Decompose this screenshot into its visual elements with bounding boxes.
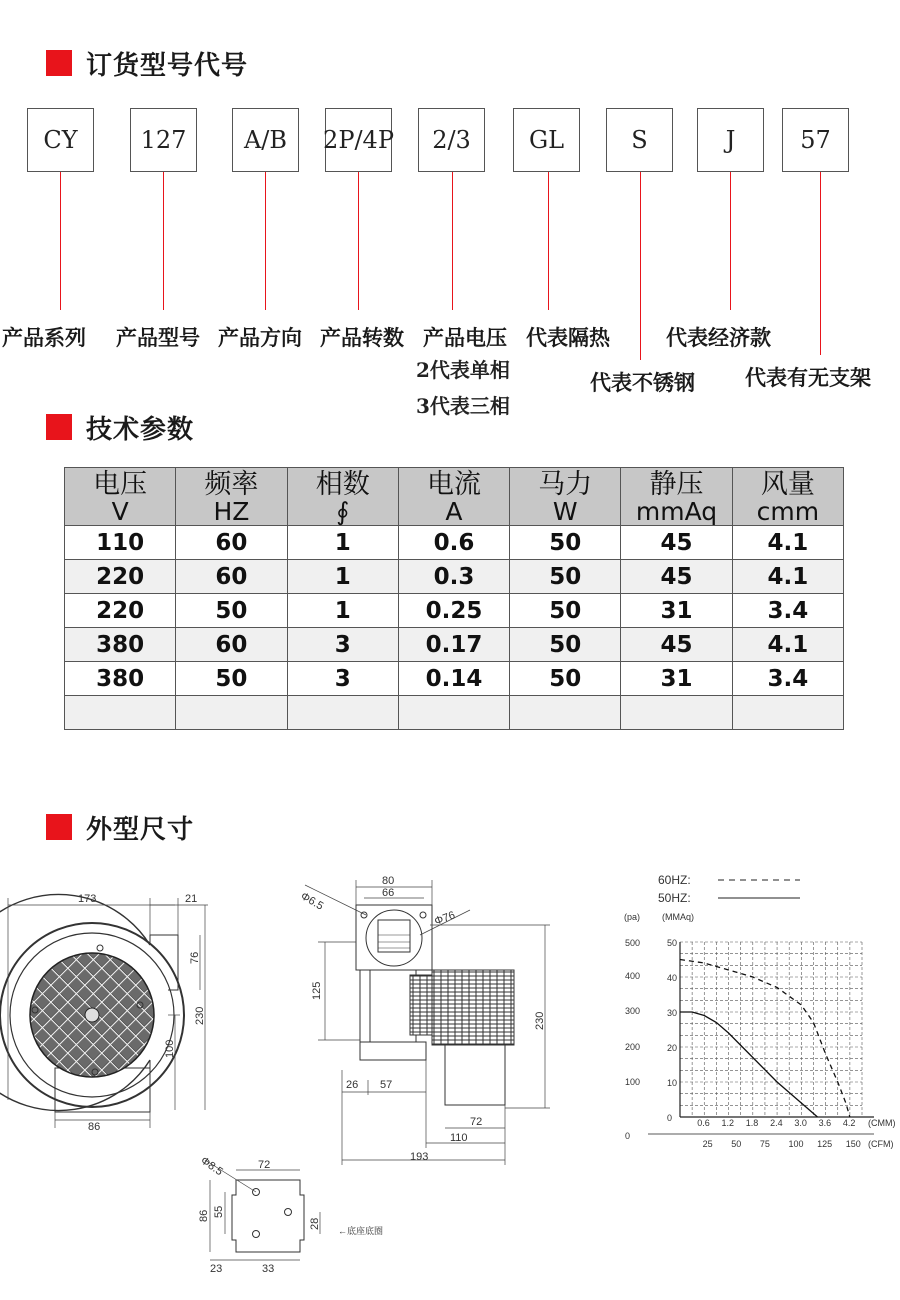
table-cell: 50 xyxy=(510,628,621,662)
table-row xyxy=(65,628,844,662)
side-view-drawing xyxy=(299,875,551,1165)
header-name: 频率 xyxy=(204,469,259,500)
mmaq-unit: (MMAq) xyxy=(662,912,694,922)
dim-72-base: 72 xyxy=(258,1159,271,1171)
table-cell xyxy=(398,696,509,730)
header-unit: A xyxy=(445,497,463,526)
table-cell: 31 xyxy=(621,594,732,628)
table-cell: 45 xyxy=(621,628,732,662)
table-cell: 0.3 xyxy=(398,560,509,594)
code-box: S xyxy=(606,108,673,172)
dim-100: 100 xyxy=(164,1039,176,1058)
cmm-tick: 4.2 xyxy=(842,1118,856,1128)
code-connector-line xyxy=(640,172,641,360)
performance-chart xyxy=(624,873,896,1149)
cmm-tick: 1.2 xyxy=(721,1118,735,1128)
table-cell xyxy=(287,696,398,730)
table-cell: 0.17 xyxy=(398,628,509,662)
pa-tick: 100 xyxy=(625,1077,641,1087)
dim-23: 23 xyxy=(210,1263,223,1275)
header-name: 马力 xyxy=(538,469,593,500)
table-cell: 220 xyxy=(65,560,176,594)
code-box: GL xyxy=(513,108,580,172)
table-cell: 1 xyxy=(287,526,398,560)
code-connector-line xyxy=(820,172,821,355)
header-unit: ∮ xyxy=(336,497,350,526)
table-cell: 50 xyxy=(510,662,621,696)
table-cell: 60 xyxy=(176,628,287,662)
cmm-tick: 3.0 xyxy=(794,1118,807,1128)
code-box: 57 xyxy=(782,108,849,172)
cfm-tick: 125 xyxy=(817,1139,833,1149)
table-cell: 380 xyxy=(65,662,176,696)
spec-header-cell xyxy=(65,468,176,526)
table-cell xyxy=(732,696,843,730)
mmaq-tick: 10 xyxy=(667,1078,678,1088)
legend-label: 50HZ: xyxy=(658,891,691,905)
dim-28: 28 xyxy=(309,1217,321,1230)
spec-header-row xyxy=(65,468,844,526)
dim-phi76: Φ76 xyxy=(432,909,457,928)
header-name: 风量 xyxy=(760,469,815,500)
table-cell: 60 xyxy=(176,560,287,594)
spec-header-cell xyxy=(621,468,732,526)
code-connector-line xyxy=(452,172,453,310)
red-square-icon xyxy=(46,814,72,840)
cfm-tick: 75 xyxy=(759,1139,770,1149)
header-name: 相数 xyxy=(315,469,370,500)
dim-55: 55 xyxy=(213,1205,225,1218)
mmaq-tick: 40 xyxy=(667,973,678,983)
header-name: 电流 xyxy=(426,469,481,500)
cfm-tick: 25 xyxy=(702,1139,713,1149)
pa-tick: 300 xyxy=(625,1006,641,1016)
table-cell: 220 xyxy=(65,594,176,628)
table-cell xyxy=(176,696,287,730)
mmaq-tick: 20 xyxy=(667,1043,678,1053)
code-box: A/B xyxy=(232,108,299,172)
voltage-note-single: 2代表单相 xyxy=(416,358,510,382)
code-label: 代表不锈钢 xyxy=(590,370,695,395)
dim-86-base: 86 xyxy=(198,1209,210,1222)
dim-33: 33 xyxy=(262,1263,275,1275)
cmm-tick: 3.6 xyxy=(818,1118,832,1128)
table-row xyxy=(65,696,844,730)
base-view-drawing xyxy=(198,1155,383,1275)
spec-table xyxy=(64,467,844,730)
red-square-icon xyxy=(46,50,72,76)
table-cell: 50 xyxy=(510,594,621,628)
voltage-note-three: 3代表三相 xyxy=(416,394,510,418)
mmaq-tick: 0 xyxy=(667,1113,673,1123)
mmaq-tick: 30 xyxy=(667,1008,678,1018)
spec-header-cell xyxy=(176,468,287,526)
code-label: 产品型号 xyxy=(116,325,200,350)
table-cell: 0.25 xyxy=(398,594,509,628)
table-cell: 3 xyxy=(287,628,398,662)
dim-173: 173 xyxy=(78,893,97,905)
section-title-dimensions xyxy=(46,810,194,844)
pa-tick: 500 xyxy=(625,938,641,948)
dimension-drawings xyxy=(0,850,900,1280)
mmaq-tick: 50 xyxy=(667,938,678,948)
cfm-unit: (CFM) xyxy=(868,1139,894,1149)
table-cell: 3.4 xyxy=(732,662,843,696)
spec-header-cell xyxy=(287,468,398,526)
code-connector-line xyxy=(548,172,549,310)
table-cell: 50 xyxy=(510,560,621,594)
cfm-tick: 150 xyxy=(845,1139,861,1149)
front-view-drawing xyxy=(0,893,208,1133)
code-box: J xyxy=(697,108,764,172)
dim-76: 76 xyxy=(189,951,201,964)
pa-tick: 0 xyxy=(625,1131,631,1141)
table-row xyxy=(65,526,844,560)
table-cell xyxy=(510,696,621,730)
base-note: ←底座底圈 xyxy=(338,1226,384,1236)
series-line-50hz xyxy=(680,1012,818,1117)
code-label: 代表经济款 xyxy=(666,325,771,350)
code-connector-line xyxy=(60,172,61,310)
cfm-tick: 100 xyxy=(788,1139,804,1149)
table-cell: 0.14 xyxy=(398,662,509,696)
table-row xyxy=(65,594,844,628)
dim-phi65: Φ6.5 xyxy=(298,890,326,913)
pa-unit: (pa) xyxy=(624,912,641,922)
red-square-icon xyxy=(46,414,72,440)
legend-label: 60HZ: xyxy=(658,873,691,887)
table-cell: 31 xyxy=(621,662,732,696)
section-title-text: 订货型号代号 xyxy=(86,50,249,81)
header-name: 电压 xyxy=(93,469,148,500)
cmm-unit: (CMM) xyxy=(868,1118,896,1128)
dim-72-side: 72 xyxy=(470,1116,483,1128)
dim-26: 26 xyxy=(346,1079,359,1091)
cmm-tick: 0.6 xyxy=(697,1118,710,1128)
pa-tick: 400 xyxy=(625,971,641,981)
section-title-text: 技术参数 xyxy=(86,414,195,445)
header-unit: mmAq xyxy=(635,497,718,526)
dim-193: 193 xyxy=(410,1151,429,1163)
header-unit: V xyxy=(111,497,129,526)
dim-86: 86 xyxy=(88,1121,101,1133)
dim-230: 230 xyxy=(194,1006,206,1025)
code-box: 2/3 xyxy=(418,108,485,172)
code-label: 产品电压 xyxy=(423,325,507,350)
table-cell: 45 xyxy=(621,526,732,560)
dim-125: 125 xyxy=(311,981,323,1000)
code-connector-line xyxy=(265,172,266,310)
code-connector-line xyxy=(730,172,731,310)
table-row xyxy=(65,662,844,696)
header-unit: cmm xyxy=(756,497,820,526)
table-cell xyxy=(621,696,732,730)
dim-21: 21 xyxy=(185,893,198,905)
dim-230-side: 230 xyxy=(534,1011,546,1030)
code-box: 127 xyxy=(130,108,197,172)
table-cell: 110 xyxy=(65,526,176,560)
table-cell: 45 xyxy=(621,560,732,594)
table-cell: 4.1 xyxy=(732,628,843,662)
table-cell: 1 xyxy=(287,560,398,594)
header-unit: HZ xyxy=(213,497,250,526)
spec-header-cell xyxy=(732,468,843,526)
code-box: 2P/4P xyxy=(325,108,392,172)
dim-66: 66 xyxy=(382,887,395,899)
dim-phi85: Φ8.5 xyxy=(198,1154,225,1179)
dim-57: 57 xyxy=(380,1079,393,1091)
code-label: 产品方向 xyxy=(218,325,302,350)
code-label: 产品转数 xyxy=(320,325,404,350)
spec-header-cell xyxy=(398,468,509,526)
code-label: 代表有无支架 xyxy=(745,365,871,390)
table-cell: 50 xyxy=(510,526,621,560)
dim-80: 80 xyxy=(382,875,395,887)
table-cell xyxy=(65,696,176,730)
table-cell: 3.4 xyxy=(732,594,843,628)
table-cell: 380 xyxy=(65,628,176,662)
table-cell: 50 xyxy=(176,594,287,628)
cmm-tick: 1.8 xyxy=(745,1118,759,1128)
section-title-order-code xyxy=(46,46,248,80)
cfm-tick: 50 xyxy=(731,1139,742,1149)
code-connector-line xyxy=(358,172,359,310)
pa-tick: 200 xyxy=(625,1042,641,1052)
code-connector-line xyxy=(163,172,164,310)
section-title-tech-params xyxy=(46,410,194,444)
table-cell: 3 xyxy=(287,662,398,696)
table-cell: 50 xyxy=(176,662,287,696)
header-name: 静压 xyxy=(649,469,704,500)
header-unit: W xyxy=(552,497,578,526)
spec-header-cell xyxy=(510,468,621,526)
table-row xyxy=(65,560,844,594)
table-cell: 0.6 xyxy=(398,526,509,560)
table-cell: 4.1 xyxy=(732,560,843,594)
dim-110: 110 xyxy=(450,1132,468,1144)
table-cell: 4.1 xyxy=(732,526,843,560)
code-box: CY xyxy=(27,108,94,172)
table-cell: 1 xyxy=(287,594,398,628)
code-label: 代表隔热 xyxy=(526,325,610,350)
cmm-tick: 2.4 xyxy=(770,1118,783,1128)
section-title-text: 外型尺寸 xyxy=(86,814,195,845)
code-label: 产品系列 xyxy=(2,325,86,350)
table-cell: 60 xyxy=(176,526,287,560)
